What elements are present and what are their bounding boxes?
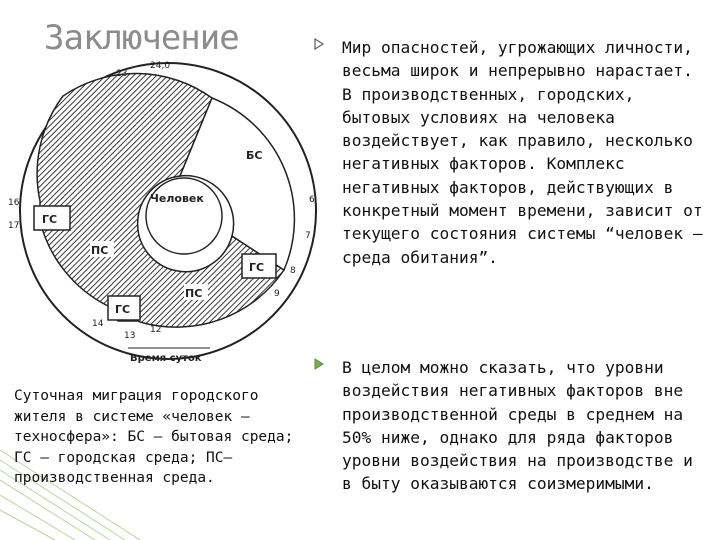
bullet-text: Мир опасностей, угрожающих личности, весьма широк и непрерывно нарастает. В производственных, городских, бытовых условиях на человека воздействует, как правило, несколько негативных факторов. Комплекс негативных факторов, действующих в конкретный момент времени, зависит от текущего состояния системы “человек – среда обитания”. bbox=[342, 38, 703, 267]
label-person: Человек bbox=[150, 192, 204, 205]
hour-13: 13 bbox=[124, 331, 136, 341]
hour-9: 9 bbox=[274, 289, 280, 299]
bullet-arrow-icon bbox=[314, 358, 324, 370]
hour-23: 23 bbox=[116, 69, 128, 79]
bullet-arrow-icon bbox=[314, 38, 324, 50]
daily-migration-diagram bbox=[0, 56, 330, 366]
label-ps-left: ПС bbox=[91, 244, 109, 257]
diagram-caption: Суточная миграция городского жителя в системе «человек – техносфера»: БС – бытовая среда; ГС – городская среда; ПС– производственная среда. bbox=[14, 388, 294, 486]
hour-16: 16 bbox=[8, 198, 20, 208]
label-gs-right: ГС bbox=[249, 261, 265, 274]
hour-17: 17 bbox=[8, 221, 20, 231]
label-gs-left: ГС bbox=[42, 213, 58, 226]
bullet-text: В целом можно сказать, что уровни воздействия негативных факторов вне производственной среды в среднем на 50% ниже, однако для ряда факторов уровни воздействия на производстве и в быту оказываются соизмеримыми. bbox=[342, 358, 693, 494]
label-gs-bottom: ГС bbox=[115, 303, 131, 316]
hour-24: 24,0 bbox=[150, 61, 171, 71]
label-bs: БС bbox=[246, 149, 263, 162]
hour-14: 14 bbox=[92, 319, 104, 329]
hour-6: 6 bbox=[309, 195, 315, 205]
hour-12: 12 bbox=[150, 325, 162, 335]
person-circle bbox=[146, 178, 222, 254]
label-time-axis: Время суток bbox=[130, 353, 202, 364]
label-ps-right: ПС bbox=[185, 287, 203, 300]
hour-8: 8 bbox=[290, 266, 296, 276]
hour-7: 7 bbox=[305, 231, 311, 241]
page-title: Заключение bbox=[44, 18, 239, 58]
